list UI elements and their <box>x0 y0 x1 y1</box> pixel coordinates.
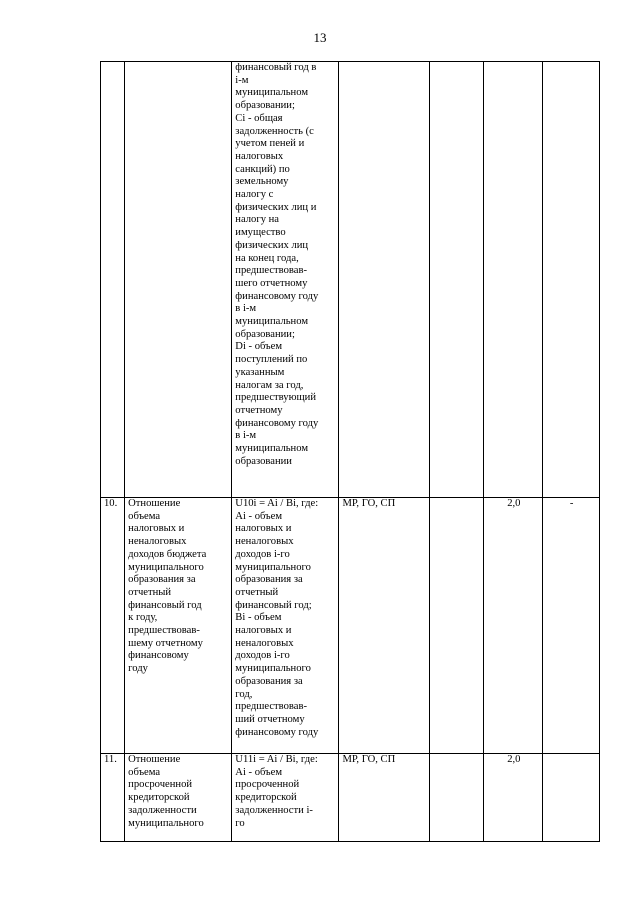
table-row <box>101 498 600 754</box>
empty-cell <box>429 498 484 754</box>
indicators-table <box>100 61 600 842</box>
table-row <box>101 754 600 842</box>
row-number-cell <box>101 62 125 498</box>
note-cell: - <box>543 498 600 754</box>
formula-cell: U10i = Ai / Bi, где: Ai - объем налоговых и неналоговых доходов i-го муниципального образования за отчетный финансовый год; Bi - объем налоговых и неналоговых доходов i-го муниципального образования за год, предшествовав- ший отчетному финансовому году <box>232 498 339 754</box>
weight-cell: 2,0 <box>484 498 543 754</box>
indicator-name-cell <box>125 62 232 498</box>
empty-cell <box>429 62 484 498</box>
page-number: 13 <box>313 30 327 45</box>
indicator-name-cell: Отношение объема налоговых и неналоговых доходов бюджета муниципального образования за отчетный финансовый год к году, предшествовав- шему отчетному финансовому году <box>125 498 232 754</box>
municipality-level-cell: МР, ГО, СП <box>339 754 429 842</box>
weight-cell <box>484 62 543 498</box>
row-number-cell: 10. <box>101 498 125 754</box>
formula-cell: финансовый год в i-м муниципальном образовании; Ci - общая задолженность (с учетом пеней и налоговых санкций) по земельному налогу с физических лиц и налогу на имущество физических лиц на конец года, предшествовав- шего отчетному финансовому году в i-м муниципальном образовании; Di - объем поступлений по указанным налогам за год, предшествующий отчетному финансовому году в i-м муниципальном образовании <box>232 62 339 498</box>
formula-cell: U11i = Ai / Bi, где: Ai - объем просроченной кредиторской задолженности i- го <box>232 754 339 842</box>
empty-cell <box>429 754 484 842</box>
municipality-level-cell <box>339 62 429 498</box>
indicator-name-cell: Отношение объема просроченной кредиторской задолженности муниципального <box>125 754 232 842</box>
municipality-level-cell: МР, ГО, СП <box>339 498 429 754</box>
row-number-cell: 11. <box>101 754 125 842</box>
weight-cell: 2,0 <box>484 754 543 842</box>
note-cell <box>543 754 600 842</box>
note-cell <box>543 62 600 498</box>
table-row <box>101 62 600 498</box>
